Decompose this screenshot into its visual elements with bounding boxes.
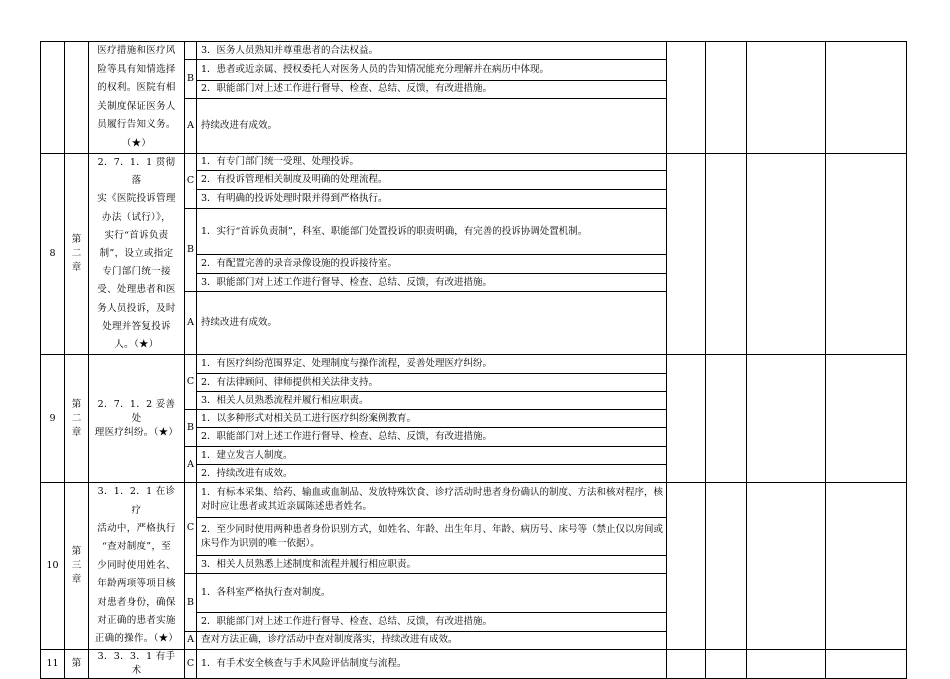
empty-cell [667, 649, 706, 678]
table-row [41, 42, 907, 60]
standard-line: 险等具有知情选择 [97, 63, 176, 75]
table-row [41, 154, 907, 171]
empty-cell [667, 483, 706, 650]
criteria-item: 1．建立发言人制度。 [197, 447, 667, 465]
criteria-item: 3．相关人员熟悉上述制度和流程并履行相应职责。 [197, 556, 667, 574]
standard-line: 实行“首诉负责 [104, 229, 169, 241]
standard-cell [89, 154, 185, 355]
empty-cell [747, 154, 826, 355]
criteria-item: 2．职能部门对上述工作进行督导、检查、总结、反馈，有改进措施。 [197, 612, 667, 631]
criteria-item: 3．相关人员熟悉流程并履行相应职责。 [197, 392, 667, 410]
criteria-item: 2．有投诉管理相关制度及明确的处理流程。 [197, 171, 667, 190]
criteria-item: 2．有配置完善的录音录像设施的投诉接待室。 [197, 255, 667, 274]
empty-cell [747, 355, 826, 483]
grade-label: B [185, 60, 197, 99]
empty-cell [826, 483, 907, 650]
standard-line: 对患者身份，确保 [97, 596, 176, 608]
grade-label: C [185, 649, 197, 678]
chapter-char: 二 [71, 412, 82, 424]
standard-line: 2．7．1．1 贯彻落 [97, 157, 176, 187]
chapter-char: 第 [71, 234, 82, 246]
empty-cell [747, 483, 826, 650]
grade-label: A [185, 447, 197, 483]
empty-cell [826, 355, 907, 483]
empty-cell [667, 154, 706, 355]
standard-line: 活动中，严格执行 [97, 523, 176, 535]
criteria-item: 2．职能部门对上述工作进行督导、检查、总结、反馈，有改进措施。 [197, 80, 667, 98]
standard-line: 受、处理患者和医 [97, 284, 176, 296]
grade-label: B [185, 410, 197, 447]
chapter-label [65, 483, 89, 650]
standard-cell [89, 42, 185, 154]
standard-line: 少同时使用姓名、 [97, 559, 176, 571]
empty-cell [826, 154, 907, 355]
grade-label: B [185, 574, 197, 632]
criteria-item: 2．职能部门对上述工作进行督导、检查、总结、反馈，有改进措施。 [197, 428, 667, 447]
evaluation-table [40, 41, 907, 679]
chapter-char: 第 [71, 546, 82, 558]
standard-line: 实《医院投诉管理 [97, 193, 176, 205]
chapter-label [65, 154, 89, 355]
criteria-item: 3．职能部门对上述工作进行督导、检查、总结、反馈，有改进措施。 [197, 274, 667, 292]
standard-line: 的权利。医院有相 [97, 82, 176, 93]
criteria-item: 3．有明确的投诉处理时限并得到严格执行。 [197, 190, 667, 209]
criteria-item: 1．各科室严格执行查对制度。 [197, 574, 667, 613]
standard-line: 人。（★） [114, 339, 159, 351]
empty-cell [667, 355, 706, 483]
standard-cell [89, 483, 185, 650]
row-number: 10 [41, 483, 65, 650]
criteria-item: 1．有手术安全核查与手术风险评估制度与流程。 [197, 649, 667, 678]
standard-line: 务人员投诉，及时 [97, 302, 176, 314]
chapter-char: 三 [71, 560, 82, 572]
standard-line: 员履行告知义务。 [97, 119, 176, 130]
criteria-item: 查对方法正确，诊疗活动中查对制度落实，持续改进有成效。 [197, 631, 667, 649]
criteria-item: 1．有医疗纠纷范围界定、处理制度与操作流程，妥善处理医疗纠纷。 [197, 355, 667, 374]
grade-label: A [185, 98, 197, 154]
criteria-item: 1．实行“首诉负责制”，科室、职能部门处置投诉的职责明确，有完善的投诉协调处置机制。 [197, 209, 667, 255]
standard-line: 医疗措施和医疗风 [97, 45, 176, 56]
empty-cell [706, 42, 747, 154]
row-number-cell [41, 42, 65, 154]
row-number: 11 [41, 649, 65, 678]
chapter-char: 第 [71, 398, 82, 410]
grade-label: B [185, 209, 197, 292]
empty-cell [706, 355, 747, 483]
criteria-item: 2．有法律顾问、律师提供相关法律支持。 [197, 374, 667, 392]
chapter-char: 章 [71, 262, 82, 274]
criteria-item: 1．有标本采集、给药、输血或血制品、发放特殊饮食、诊疗活动时患者身份确认的制度、方法和核对程序，核对时应让患者或其近亲属陈述患者姓名。 [197, 483, 667, 518]
empty-cell [706, 483, 747, 650]
empty-cell [747, 42, 826, 154]
standard-line: 对正确的患者实施 [97, 615, 176, 627]
grade-label: A [185, 631, 197, 649]
grade-label: C [185, 355, 197, 410]
criteria-item: 1．患者或近亲属、授权委托人对医务人员的告知情况能充分理解并在病历中体现。 [197, 60, 667, 81]
standard-line: 2．7．1．2 妥善处 [97, 398, 176, 424]
criteria-item: 1．有专门部门统一受理、处理投诉。 [197, 154, 667, 171]
standard-line: 理医疗纠纷。（★） [94, 426, 179, 438]
empty-cell [826, 649, 907, 678]
table-row [41, 649, 907, 678]
criteria-item: 2．至少同时使用两种患者身份识别方式，如姓名、年龄、出生年月、年龄、病历号、床号等（禁止仅以房间或床号作为识别的唯一依据）。 [197, 518, 667, 556]
empty-cell [826, 42, 907, 154]
standard-line: 正确的操作。（★） [94, 633, 179, 645]
criteria-item: 持续改进有成效。 [197, 292, 667, 355]
chapter-char: 二 [71, 248, 82, 260]
table-row [41, 483, 907, 518]
standard-line: 办法（试行）》， [102, 211, 171, 223]
standard-line: 制”，设立或指定 [99, 248, 174, 260]
row-number: 8 [41, 154, 65, 355]
standard-cell: 3．3．3．1 有手术 [89, 649, 185, 678]
criteria-item: 2．持续改进有成效。 [197, 465, 667, 483]
standard-line: “查对制度”，至 [101, 541, 172, 553]
criteria-item: 持续改进有成效。 [197, 98, 667, 154]
standard-line: 年龄两项等项目核 [97, 578, 176, 590]
chapter-label: 第 [65, 649, 89, 678]
standard-line: 专门部门统一接 [102, 266, 171, 278]
chapter-char: 章 [71, 574, 82, 586]
chapter-label [65, 355, 89, 483]
row-number: 9 [41, 355, 65, 483]
grade-label: C [185, 483, 197, 574]
standard-line: 关制度保证医务人 [97, 100, 176, 112]
chapter-cell [65, 42, 89, 154]
criteria-item: 3．医务人员熟知并尊重患者的合法权益。 [197, 42, 667, 60]
empty-cell [747, 649, 826, 678]
standard-line: 3．1．2．1 在诊疗 [97, 486, 176, 516]
chapter-char: 章 [71, 426, 82, 438]
criteria-item: 1．以多种形式对相关员工进行医疗纠纷案例教育。 [197, 410, 667, 428]
grade-label: A [185, 292, 197, 355]
table-row [41, 355, 907, 374]
grade-label: C [185, 154, 197, 209]
empty-cell [667, 42, 706, 154]
empty-cell [706, 649, 747, 678]
standard-line: （★） [121, 137, 152, 149]
standard-line: 处理并答复投诉 [102, 320, 171, 332]
grade-cell [185, 42, 197, 60]
empty-cell [706, 154, 747, 355]
standard-cell [89, 355, 185, 483]
